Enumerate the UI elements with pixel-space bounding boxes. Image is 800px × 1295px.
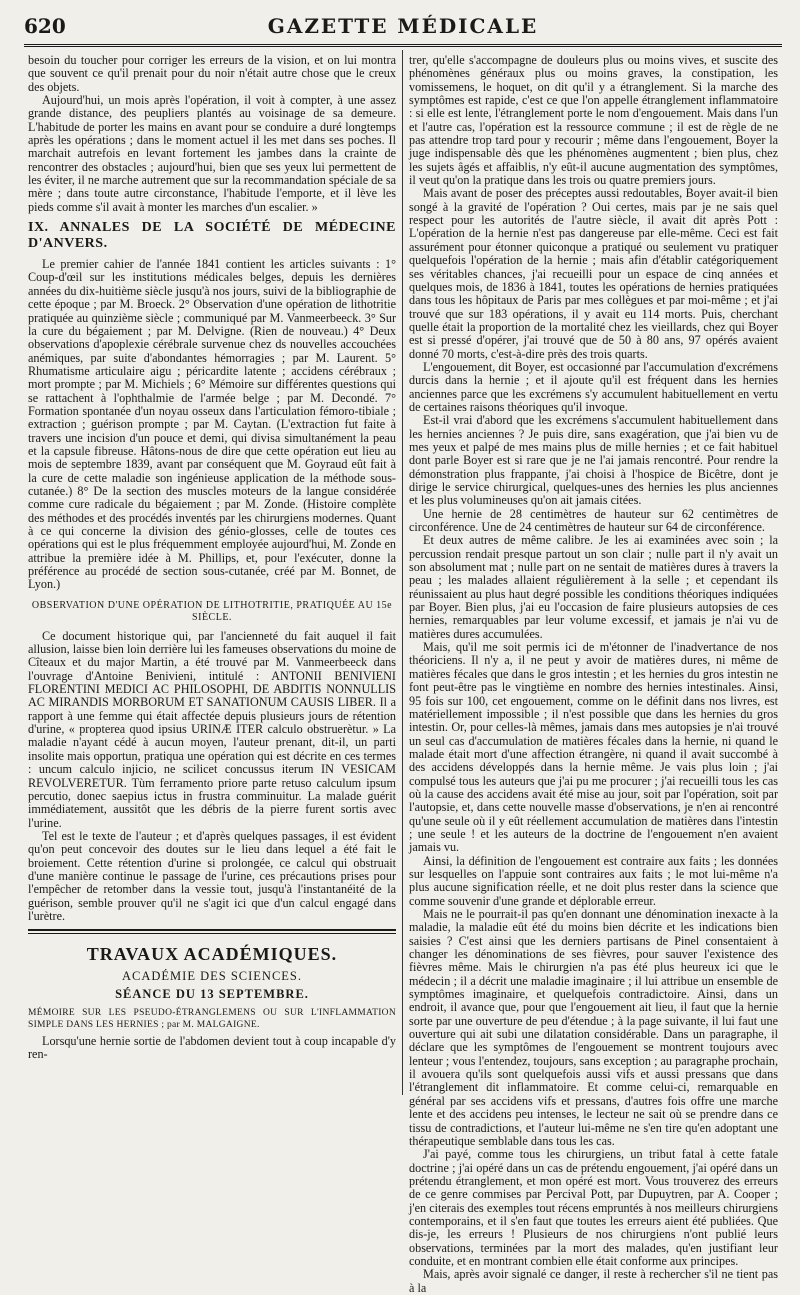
paragraph: Une hernie de 28 centimètres de hauteur sur 62 centimètres de circonférence. Une de 24 centimètres de hauteur sur 64 de circonférence.: [409, 506, 778, 535]
paragraph: Est-il vrai d'abord que les excrémens s'accumulent habituellement dans les hernies anciennes ? Je puis dire, sans exagération, que j'ai bien vu de mes yeux et palpé de mes mains plus de mille hernies ; et ce fait habituel dont parle Boyer est si rare que je ne l'ai jamais rencontré. Pour rendre la démonstration plus frappante, j'ai choisi à l'hospice de Bicêtre, dont je dirige le service chirurgical, quelques-unes des hernies les plus anciennes et les plus volumineuses qu'on ait jamais citées.: [409, 413, 778, 508]
paragraph: Le premier cahier de l'année 1841 contient les articles suivants : 1° Coup-d'œil sur les institutions médicales belges, depuis les dernières années du dix-huitième siècle jusqu'à nos jours, suivi de la bibliographie de cette époque ; par M. Broeck. 2° Observation d'une opération de lithotritie pratiquée au quinzième siècle ; communiqué par M. Vanmeerbeeck. 3° Sur la cure du bégaiement ; par M. Delvigne. (Rien de nouveau.) 4° Deux observations d'apoplexie cérébrale survenue chez ds nouvelles accouchées anémiques, par suite d'abondantes hémorragies ; par M. Laurent. 5° Rhumatisme articulaire aigu ; péricardite latente ; accidens cérébraux ; mort prompte ; par M. Michiels ; 6° Mémoire sur différentes questions qui se rattachent à l'ophthalmie de l'armée belge ; par M. Decondé. 7° Formation spontanée d'un noyau osseux dans l'articulation fémoro-tibiale ; extraction ; guérison prompte ; par M. Caytan. (L'extraction fut faite à travers une incision d'un pouce et demi, qui divisa simultanément la peau et la capsule fibreuse. Hâtons-nous de dire que cette opération eut lieu au mois de septembre 1839, avant par conséquent que M. Goyraud eût fait à la cure de cette maladie son ingénieuse application de la méthode sous-cutanée.) 8° De la section des muscles moteurs de la langue considérée comme cure radicale du bégaiement ; par M. Zonde. (Histoire complète des méthodes et des procédés inventés par les chirurgiens modernes. Quant à ce qui concerne la division des génio-glosses, celle de toutes ces opérations qui est le plus fréquemment employée aujourd'hui, M. Zonde en attribue la première idée à M. Phillips, et, pour l'exécuter, donne la préférence au procédé de section sous-cutanée, créé par M. Bonnet, de Lyon.): [28, 257, 396, 592]
page-number: 620: [24, 14, 66, 38]
section-title: IX. ANNALES DE LA SOCIÉTÉ DE MÉDECINE D'ANVERS.: [28, 220, 396, 252]
paragraph: Ce document historique qui, par l'ancienneté du fait auquel il fait allusion, laisse bien loin derrière lui les fameuses observations du moine de Cîteaux et du major Martin, a été trouvé par M. Vanmeerbeeck dans l'ouvrage d'Antoine Benivieni, intitulé : ANTONII BENIVIENI FLORENTINI MEDICI AC PHILOSOPHI, DE ABDITIS NONNULLIS AC MIRANDIS MORBORUM ET SANATIONUM CAUSIS LIBER. Il a rapport à une femme qui était affectée depuis plusieurs jours de rétention d'urine, « propterea quod ipsius URINÆ ITER calculo obstruerètur. » La maladie n'ayant cédé à aucun moyen, l'auteur prenant, dit-il, un parti insolite mais opportun, pratiqua une opération qui est décrite en ces termes : uncum calculo injicio, ne scilicet concussus iterum IN VESICAM REVOLVERETUR. Tùm ferramento priore parte retuso calculum ipsum percutio, donec saepius ictus in frustra comminuitur. La malade guérit immédiatement, aussitôt que les débris de la pierre furent sortis avec l'urine.: [28, 628, 396, 830]
memoire-title: MÉMOIRE SUR LES PSEUDO-ÉTRANGLEMENS OU SUR L'INFLAMMATION SIMPLE DANS LES HERNIES ; par M. MALGAIGNE.: [28, 1007, 396, 1030]
page-header: [24, 12, 782, 44]
paragraph: Mais, qu'il me soit permis ici de m'étonner de l'inadvertance de nos théoriciens. Il n'y a, il ne peut y avoir de matières dures, ni même de matières fécales que dans le gros intestin ; et les hernies du gros intestin ne font peut-être pas le vingtième en nombre des hernies intestinales. Ainsi, 95 fois sur 100, cet engouement, comme on le définit dans nos livres, est matériellement impossible ; il n'est possible que dans les hernies du gros intestin. Or, pour celles-là mêmes, jamais dans mes autopsies je n'ai trouvé un seul cas d'accumulation de matières fécales dans la hernie, ni quand le malade était mort d'une affection étrangère, ni quand il avait succombé à des accidens développés dans la hernie même. Je vais plus loin ; j'ai compulsé tous les auteurs que j'ai pu me procurer ; j'ai recueilli tous les cas où la cause des accidens avait été mise au jour, soit par l'opération, soit par l'autopsie, et, dans cette nouvelle masse d'observations, je n'en ai rencontré qu'une seule où il y eût réellement accumulation de matières dans l'intestin ; une seule ! et les auteurs de la doctrine de l'engouement n'en avaient jamais vu.: [409, 640, 778, 855]
seance-date: SÉANCE DU 13 SEPTEMBRE.: [115, 986, 309, 1001]
paragraph: Aujourd'hui, un mois après l'opération, il voit à compter, à une assez grande distance, des peupliers plantés au voisinage de sa demeure. L'habitude de porter les mains en avant pour se conduire a duré longtemps après les opérations ; dans le moment actuel il les met dans ses poches. Il marchait autrefois en levant fortement les jambes dans la crainte de rencontrer des obstacles ; aujourd'hui, bien que ses yeux lui permettent de les éviter, il ne marche autrement que sur la recommandation spéciale de sa mère ; dans toute autre circonstance, l'habitude l'emporte, et il lève les pieds comme s'il avait à monter les marches d'un escalier. »: [28, 93, 396, 214]
paragraph: Lorsqu'une hernie sortie de l'abdomen devient tout à coup incapable d'y ren-: [28, 1033, 396, 1062]
paragraph: Tel est le texte de l'auteur ; et d'après quelques passages, il est évident qu'on peut concevoir des doutes sur le lieu dans lequel a été fait le broiement. Cette rétention d'urine si prolongée, ce calcul qui obstruait d'une manière continue le passage de l'urine, ces précautions prises pour l'empêcher de retomber dans la vessie tout, jusqu'à l'instantanéité de la guérison, semble prouver qu'il ne s'agit ici que d'un calcul engagé dans l'urètre.: [28, 828, 396, 923]
column-divider: [402, 50, 403, 1095]
paragraph: Mais ne le pourrait-il pas qu'en donnant une dénomination inexacte à la maladie, la maladie eût été du moins bien décrite et les indications bien saisies ? C'est ainsi que les derniers partisans de Pinel consentaient à changer les dénominations de ses fièvres, pour sauver l'existence des fièvres même. Mais le chirurgien n'a pas été plus heureux ici que le médecin ; il a décrit une maladie imaginaire ; il lui attribue un ensemble de symptômes imaginaire, et quelquefois contradictoire. Ainsi, dans un endroit, il avance que, pour que l'engouement ait lieu, il faut que la hernie sorte par une ouverture de peu d'étendue ; à la page suivante, il lui faut une ouverture qui ait subi une dilatation considérable. Dans un paragraphe, il déclare que les symptômes de l'engouement se montrent toujours avec lenteur ; vous l'entendez, toujours, sans exception ; au paragraphe prochain, il avouera qu'ils sont quelquefois aussi vifs et aussi pressans que dans l'étranglement dit inflammatoire. Et comme celui-ci, remarquable en général par ses accidens vifs et pressans, d'autres fois offre une marche lente et des accidens peu intenses, le lecteur ne sait où se prendre dans ce tissu de contradictions, et l'auteur lui-même ne s'en tire qu'en adoptant une thérapeutique semblable dans tous les cas.: [409, 907, 778, 1148]
paragraph: Ainsi, la définition de l'engouement est contraire aux faits ; les données sur lesquelles on l'appuie sont contraires aux faits ; le mot lui-même n'a plus aucune signification réelle, et ne doit plus rester dans la science que comme souvenir d'une grande et déplorable erreur.: [409, 853, 778, 908]
observation-title: OBSERVATION D'UNE OPÉRATION DE LITHOTRITIE, PRATIQUÉE AU 15e SIÈCLE.: [31, 599, 393, 623]
section-separator: [28, 929, 396, 934]
paragraph: Et deux autres de même calibre. Je les ai examinées avec soin ; la percussion rendait presque partout un son clair ; nulle part il n'y avait un son absolument mat ; nulle part on ne sentait de matières dures à travers la peau ; les malades allaient régulièrement à la selle ; et cependant ils réunissaient au plus haut degré possible les conditions théoriques indiquées par Boyer. Bien plus, j'ai eu l'occasion de faire plusieurs autopsies de ces hernies, remarquables par leur volume excessif, et jamais je n'ai vu de matières dures accumulées.: [409, 533, 778, 641]
right-column: [409, 53, 778, 1295]
journal-title: GAZETTE MÉDICALE: [267, 14, 539, 38]
paragraph: J'ai payé, comme tous les chirurgiens, un tribut fatal à cette fatale doctrine ; j'ai opéré dans un cas de prétendu engouement, j'ai opéré dans un prétendu étranglement, et mon opéré est mort. Vous trouverez des erreurs de ce genre commises par Percival Pott, par Dupuytren, par A. Cooper ; j'en citerais des exemples tout récens empruntés à nos meilleurs chirurgiens contemporains, et il s'en faut que toutes les erreurs aient été publiées. Que dis-je, les erreurs ! Plusieurs de nos chirurgiens n'ont publié leurs observations, terminées par la mort des malades, qu'en justifiant leur conduite, et en montrant combien elle était conforme aux principes.: [409, 1147, 778, 1268]
paragraph: L'engouement, dit Boyer, est occasionné par l'accumulation d'excrémens durcis dans la hernie ; et il ajoute qu'il est fréquent dans les hernies anciennes parce que les excrémens s'y accumulent habituellement en vertu de certaines raisons théoriques qu'il invoque.: [409, 359, 778, 414]
travaux-title: TRAVAUX ACADÉMIQUES.: [86, 944, 338, 965]
paragraph: besoin du toucher pour corriger les erreurs de la vision, et on lui montra que souvent ce qu'il prenait pour du noir n'était autre chose que le creux des objets.: [28, 53, 396, 94]
left-column: [28, 54, 396, 1091]
paragraph: Mais avant de poser des préceptes aussi redoutables, Boyer avait-il bien songé à la gravité de l'opération ? Oui certes, mais par je ne sais quel respect pour les autorités de l'autre siècle, il avait dit après Pott : L'opération de la hernie n'est pas dangereuse par elle-même. Ceci est fait assurément pour étonner quiconque a pratiqué ou seulement vu pratiquer quelquefois l'opération de la hernie ; mais afin d'établir catégoriquement ses véritables chances, j'ai recueilli pour un espace de cinq années et quelques mois, de 1836 à 1841, toutes les opérations de hernies pratiquées dans tous les hôpitaux de Paris par mes collègues et par moi-même ; et j'ai trouvé que sur 183 opérations, il y avait eu 114 morts. Puis, cherchant quelle était la proportion de la mortalité chez les vieillards, chez qui Boyer est si pressé d'opérer, j'ai trouvé que de 50 à 80 ans, 97 opérés avaient donné 70 morts, c'est-à-dire près des trois quarts.: [409, 186, 778, 361]
paragraph: Mais, après avoir signalé ce danger, il reste à rechercher s'il ne tient pas à la: [409, 1267, 778, 1295]
paragraph: trer, qu'elle s'accompagne de douleurs plus ou moins vives, et suscite des phénomènes généraux plus ou moins graves, la constipation, les vomissemens, le hoquet, on dit qu'il y a étranglement. Si la marche des symptômes est rapide, c'est ce que l'on appelle étranglement inflammatoire : si elle est lente, l'étranglement porte le nom d'engouement. Mais dans l'un et l'autre cas, l'opération est la ressource commune ; il est de règle de ne pas attendre trop tard pour y recourir ; même dans l'engouement, Boyer la juge indispensable dès que les phénomènes augmentent ; bien plus, chez les sujets âgés et affaiblis, n'y eût-il aucune augmentation des symptômes, il veut qu'on la pratique dans les trois ou quatre premiers jours.: [409, 53, 778, 188]
header-rule: [24, 44, 782, 47]
academy-name: ACADÉMIE DES SCIENCES.: [122, 969, 302, 984]
